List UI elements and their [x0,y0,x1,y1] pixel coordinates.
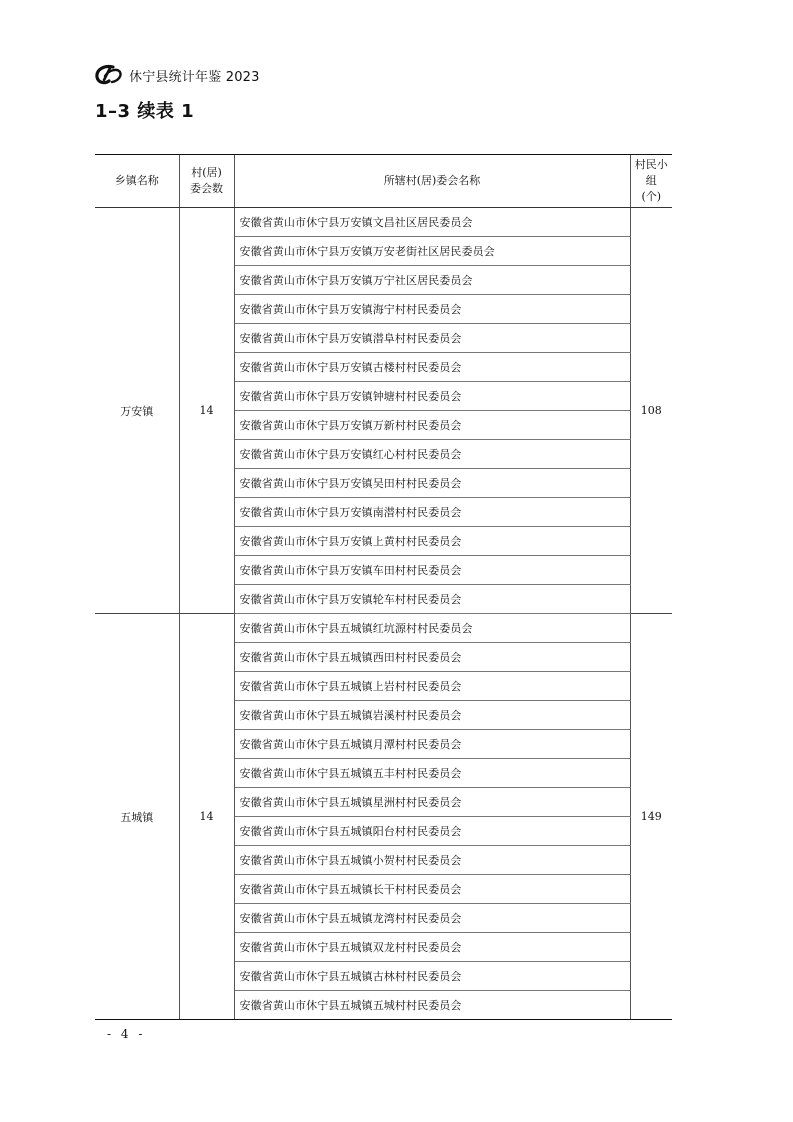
committee-name-cell: 安徽省黄山市休宁县五城镇长干村村民委员会 [234,875,630,904]
committee-name-cell: 安徽省黄山市休宁县万安镇车田村村民委员会 [234,556,630,585]
committee-name-cell: 安徽省黄山市休宁县五城镇岩溪村村民委员会 [234,701,630,730]
table-row [95,208,672,237]
committee-count-cell: 14 [179,208,234,614]
column-header-town: 乡镇名称 [95,155,179,208]
committee-name-cell: 安徽省黄山市休宁县万安镇红心村村民委员会 [234,440,630,469]
column-header-committee-count: 村(居) 委会数 [179,155,234,208]
committee-name-cell: 安徽省黄山市休宁县万安镇南潜村村民委员会 [234,498,630,527]
column-header-committee-names: 所辖村(居)委会名称 [234,155,630,208]
committee-name-cell: 安徽省黄山市休宁县五城镇五城村村民委员会 [234,991,630,1020]
committee-name-cell: 安徽省黄山市休宁县五城镇月潭村村民委员会 [234,730,630,759]
page-number: - 4 - [107,1027,146,1041]
committee-name-cell: 安徽省黄山市休宁县五城镇西田村村民委员会 [234,643,630,672]
committee-name-cell: 安徽省黄山市休宁县万安镇钟塘村村民委员会 [234,382,630,411]
table-header-row [95,155,672,208]
committee-name-cell: 安徽省黄山市休宁县五城镇龙湾村村民委员会 [234,904,630,933]
book-title: 休宁县统计年鉴 2023 [129,69,260,85]
town-name-cell: 五城镇 [95,614,179,1020]
committee-name-cell: 安徽省黄山市休宁县万安镇万宁社区居民委员会 [234,266,630,295]
committee-name-cell: 安徽省黄山市休宁县万安镇潜阜村村民委员会 [234,324,630,353]
committee-name-cell: 安徽省黄山市休宁县万安镇文昌社区居民委员会 [234,208,630,237]
column-header-villager-groups: 村民小组 (个) [630,155,672,208]
committee-name-cell: 安徽省黄山市休宁县五城镇古林村村民委员会 [234,962,630,991]
table-row [95,614,672,643]
table-title: 1–3 续表 1 [95,101,195,122]
committee-table [95,154,672,1020]
committee-name-cell: 安徽省黄山市休宁县五城镇五丰村村民委员会 [234,759,630,788]
page-header [93,64,260,86]
villager-groups-cell: 149 [630,614,672,1020]
town-name-cell: 万安镇 [95,208,179,614]
committee-name-cell: 安徽省黄山市休宁县万安镇轮车村村民委员会 [234,585,630,614]
committee-name-cell: 安徽省黄山市休宁县五城镇小贺村村民委员会 [234,846,630,875]
committee-name-cell: 安徽省黄山市休宁县五城镇双龙村村民委员会 [234,933,630,962]
committee-name-cell: 安徽省黄山市休宁县万安镇古楼村村民委员会 [234,353,630,382]
committee-name-cell: 安徽省黄山市休宁县五城镇上岩村村民委员会 [234,672,630,701]
committee-name-cell: 安徽省黄山市休宁县五城镇阳台村村民委员会 [234,817,630,846]
committee-name-cell: 安徽省黄山市休宁县万安镇万新村村民委员会 [234,411,630,440]
yearbook-logo-icon [93,64,123,86]
committee-name-cell: 安徽省黄山市休宁县万安镇上黄村村民委员会 [234,527,630,556]
committee-name-cell: 安徽省黄山市休宁县万安镇海宁村村民委员会 [234,295,630,324]
committee-name-cell: 安徽省黄山市休宁县五城镇红坑源村村民委员会 [234,614,630,643]
committee-name-cell: 安徽省黄山市休宁县万安镇万安老街社区居民委员会 [234,237,630,266]
committee-name-cell: 安徽省黄山市休宁县万安镇吴田村村民委员会 [234,469,630,498]
villager-groups-cell: 108 [640,404,662,417]
committee-count-cell: 14 [179,614,234,1020]
committee-name-cell: 安徽省黄山市休宁县五城镇星洲村村民委员会 [234,788,630,817]
